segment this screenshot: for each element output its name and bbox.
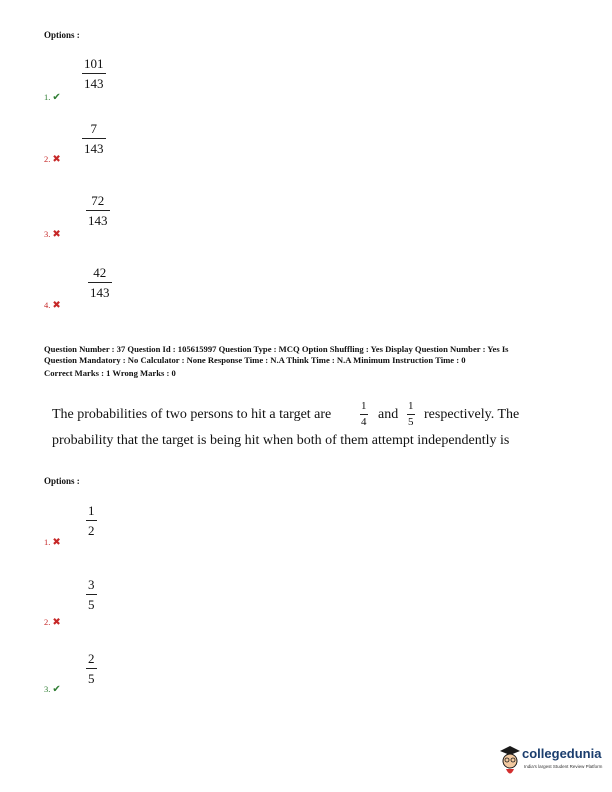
- check-icon: ✔: [52, 684, 61, 695]
- question-text-part-2: respectively. The: [424, 407, 520, 422]
- fraction-numerator: 72: [91, 193, 105, 208]
- fraction-denominator: 143: [84, 76, 104, 91]
- option-fraction: [82, 57, 106, 90]
- option-1-label: [44, 537, 61, 548]
- fraction-denominator: 2: [88, 523, 95, 538]
- option-2-label: [44, 617, 61, 628]
- option-fraction: [82, 122, 106, 155]
- fraction-numerator: 42: [93, 265, 107, 280]
- logo-subtitle: India's largest Student Review Platform: [524, 764, 603, 769]
- options-label: Options :: [44, 476, 80, 486]
- question-text-line-2: probability that the target is being hit when both of them attempt independently is: [52, 433, 510, 448]
- option-number: 4.: [44, 300, 51, 310]
- option-number: 2.: [44, 617, 51, 627]
- fraction-numerator: 1: [361, 400, 367, 412]
- option-number: 3.: [44, 229, 51, 239]
- option-1-label: [44, 92, 61, 103]
- fraction-denominator: 5: [408, 416, 414, 428]
- fraction-numerator: 3: [88, 577, 95, 592]
- question-meta-line-2: Question Mandatory : No Calculator : None Response Time : N.A Think Time : N.A Minimum Instruction Time : 0: [44, 355, 466, 365]
- options-label: Options :: [44, 30, 80, 40]
- question-meta-line-3: Correct Marks : 1 Wrong Marks : 0: [44, 368, 176, 378]
- option-fraction: [86, 578, 97, 611]
- cross-icon: ✖: [52, 617, 61, 628]
- check-icon: ✔: [52, 92, 61, 103]
- option-fraction: [88, 266, 112, 299]
- fraction-numerator: 7: [90, 121, 97, 136]
- cross-icon: ✖: [52, 537, 61, 548]
- fraction-denominator: 143: [84, 141, 104, 156]
- logo-title: collegedunia: [522, 746, 602, 761]
- option-3-label: [44, 229, 61, 240]
- cross-icon: ✖: [52, 154, 61, 165]
- fraction-numerator: 1: [408, 400, 414, 412]
- fraction-numerator: 2: [88, 651, 95, 666]
- fraction-numerator: 101: [84, 56, 104, 71]
- cross-icon: ✖: [52, 300, 61, 311]
- fraction-numerator: 1: [88, 503, 95, 518]
- question-text-and: and: [378, 407, 399, 422]
- option-3-label: [44, 684, 61, 695]
- question-fraction-2: [407, 401, 415, 428]
- option-4-label: [44, 300, 61, 311]
- option-fraction: [86, 652, 97, 685]
- option-number: 1.: [44, 92, 51, 102]
- fraction-denominator: 5: [88, 671, 95, 686]
- question-meta-line-1: Question Number : 37 Question Id : 105615997 Question Type : MCQ Option Shuffling : Yes Display Question Number : Yes Is: [44, 344, 509, 354]
- option-number: 1.: [44, 537, 51, 547]
- cross-icon: ✖: [52, 229, 61, 240]
- option-2-label: [44, 154, 61, 165]
- option-fraction: [86, 194, 110, 227]
- fraction-denominator: 5: [88, 597, 95, 612]
- fraction-denominator: 143: [90, 285, 110, 300]
- mascot-icon: [498, 744, 522, 780]
- question-fraction-1: [360, 401, 368, 428]
- option-number: 3.: [44, 684, 51, 694]
- fraction-denominator: 4: [361, 416, 367, 428]
- collegedunia-logo: [498, 744, 606, 784]
- option-fraction: [86, 504, 97, 537]
- question-text-part-1: The probabilities of two persons to hit a target are: [52, 407, 332, 422]
- option-number: 2.: [44, 154, 51, 164]
- fraction-denominator: 143: [88, 213, 108, 228]
